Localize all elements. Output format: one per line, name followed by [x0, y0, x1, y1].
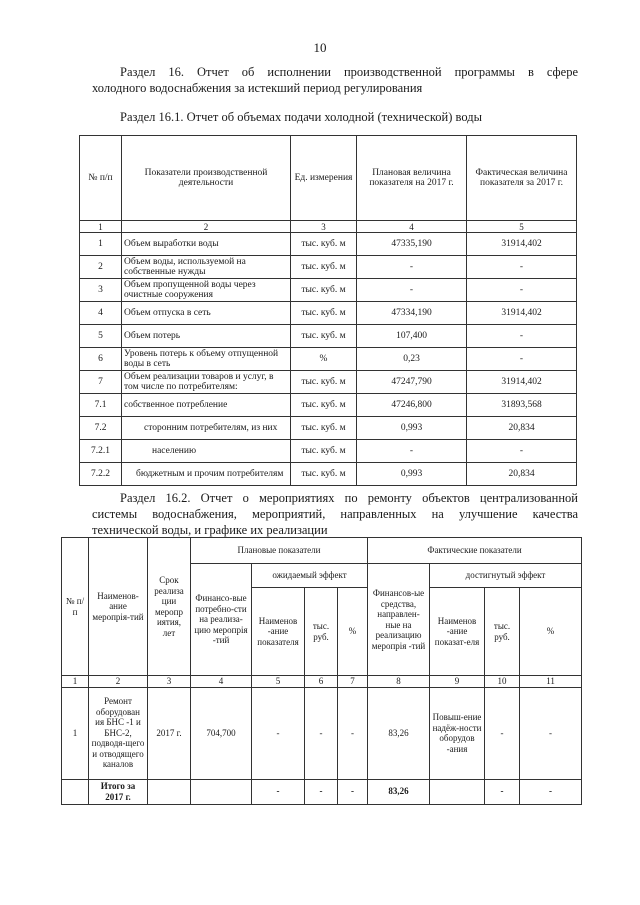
row-unit: тыс. куб. м [291, 440, 357, 463]
section-16-line-1: Раздел 16. Отчет об исполнении производственной программы в сфере [120, 65, 578, 79]
row-no: 7.2.1 [80, 440, 122, 463]
row-fact-finance: 83,26 [368, 687, 430, 779]
water-supply-volumes-table [79, 135, 577, 486]
column-number-row [80, 221, 577, 233]
row-fact: - [467, 440, 577, 463]
header-fact-effect-name: Наименов -ание показат-еля [430, 588, 485, 676]
section-16-2-line-2: системы водоснабжения, мероприятий, направленных на улучшение качества [92, 507, 578, 521]
total-term [148, 779, 191, 804]
header-unit: Ед. измерения [291, 136, 357, 221]
total-plan-finance [191, 779, 252, 804]
row-no: 5 [80, 325, 122, 348]
row-unit: тыс. куб. м [291, 417, 357, 440]
section-16-line-2: холодного водоснабжения за истекший период регулирования [92, 81, 423, 95]
row-no: 1 [80, 233, 122, 256]
row-plan: 47247,790 [357, 371, 467, 394]
row-no: 1 [62, 687, 89, 779]
column-number: 1 [62, 676, 89, 688]
row-fact-effect-pct: - [520, 687, 582, 779]
row-unit: тыс. куб. м [291, 233, 357, 256]
section-16-2-line-1: Раздел 16.2. Отчет о мероприятиях по ремонту объектов централизованной [120, 491, 578, 505]
header-term: Срок реализа ции меропр иятия, лет [148, 538, 191, 676]
row-fact: - [467, 325, 577, 348]
row-plan: - [357, 256, 467, 279]
header-plan-finance: Финансо-вые потребно-сти на реализа-цию меропрія -тий [191, 564, 252, 676]
table-row [80, 394, 577, 417]
row-fact: 20,834 [467, 417, 577, 440]
table-row [80, 302, 577, 325]
row-plan: 0,993 [357, 463, 467, 486]
repair-measures-table [61, 537, 582, 805]
section-16-2-heading [92, 490, 578, 538]
header-plan-group: Плановые показатели [191, 538, 368, 564]
page-number: 10 [313, 40, 327, 55]
row-fact-effect-name: Повыш-ение надёж-ности оборудов -ания [430, 687, 485, 779]
row-indicator: населению [122, 440, 291, 463]
row-fact: - [467, 279, 577, 302]
header-indicator: Показатели производственной деятельности [122, 136, 291, 221]
row-no: 7.1 [80, 394, 122, 417]
column-number: 5 [467, 221, 577, 233]
row-fact-effect-rub: - [485, 687, 520, 779]
row-plan-effect-name: - [252, 687, 305, 779]
header-plan-effect-name: Наименов -ание показателя [252, 588, 305, 676]
row-unit: тыс. куб. м [291, 279, 357, 302]
table-row [62, 687, 582, 779]
row-indicator: Объем пропущенной воды через очистные сооружения [122, 279, 291, 302]
column-number: 11 [520, 676, 582, 688]
row-unit: тыс. куб. м [291, 394, 357, 417]
table-row [80, 348, 577, 371]
header-fact: Фактическая величина показателя за 2017 г. [467, 136, 577, 221]
header-no: № п/ п [62, 538, 89, 676]
row-no: 4 [80, 302, 122, 325]
column-number: 3 [291, 221, 357, 233]
table-row [80, 371, 577, 394]
row-no: 7 [80, 371, 122, 394]
table-header-row [62, 538, 582, 564]
column-number: 4 [191, 676, 252, 688]
row-name: Ремонт оборудован ия БНС -1 и БНС-2, подводя-щего и отводящего каналов [89, 687, 148, 779]
column-number: 8 [368, 676, 430, 688]
table-row [80, 440, 577, 463]
header-fact-effect-pct: % [520, 588, 582, 676]
row-plan: 107,400 [357, 325, 467, 348]
column-number: 1 [80, 221, 122, 233]
row-no: 2 [80, 256, 122, 279]
row-fact: - [467, 256, 577, 279]
header-no: № п/п [80, 136, 122, 221]
row-fact: 31893,568 [467, 394, 577, 417]
row-unit: тыс. куб. м [291, 325, 357, 348]
table-row [80, 417, 577, 440]
row-indicator: сторонним потребителям, из них [122, 417, 291, 440]
row-fact: - [467, 348, 577, 371]
row-indicator: Объем реализации товаров и услуг, в том числе по потребителям: [122, 371, 291, 394]
total-plan-effect-rub: - [305, 779, 338, 804]
section-16-heading [92, 64, 578, 96]
header-plan: Плановая величина показателя на 2017 г. [357, 136, 467, 221]
table-row [80, 463, 577, 486]
table-row [80, 279, 577, 302]
table-row [80, 256, 577, 279]
column-number: 2 [122, 221, 291, 233]
header-fact-finance: Финансов-ые средства, направлен-ные на реализацию меропрія -тий [368, 564, 430, 676]
table-header-row [80, 136, 577, 221]
column-number: 9 [430, 676, 485, 688]
row-term: 2017 г. [148, 687, 191, 779]
row-indicator: Уровень потерь к объему отпущенной воды в сеть [122, 348, 291, 371]
header-name: Наименов-ание меропрія-тий [89, 538, 148, 676]
row-no: 6 [80, 348, 122, 371]
total-fact-effect-name [430, 779, 485, 804]
total-no [62, 779, 89, 804]
row-plan: 0,23 [357, 348, 467, 371]
row-unit: тыс. куб. м [291, 302, 357, 325]
row-fact: 31914,402 [467, 371, 577, 394]
total-fact-effect-pct: - [520, 779, 582, 804]
header-plan-effect-rub: тыс. руб. [305, 588, 338, 676]
row-unit: % [291, 348, 357, 371]
row-indicator: Объем выработки воды [122, 233, 291, 256]
row-plan: 0,993 [357, 417, 467, 440]
header-fact-group: Фактические показатели [368, 538, 582, 564]
table-row [80, 233, 577, 256]
row-plan-finance: 704,700 [191, 687, 252, 779]
column-number: 4 [357, 221, 467, 233]
total-plan-effect-name: - [252, 779, 305, 804]
header-fact-effect: достигнутый эффект [430, 564, 582, 588]
column-number: 5 [252, 676, 305, 688]
row-plan: - [357, 440, 467, 463]
column-number: 6 [305, 676, 338, 688]
row-indicator: Объем воды, используемой на собственные нужды [122, 256, 291, 279]
row-fact: 31914,402 [467, 233, 577, 256]
row-plan: 47335,190 [357, 233, 467, 256]
row-fact: 31914,402 [467, 302, 577, 325]
header-plan-effect: ожидаемый эффект [252, 564, 368, 588]
total-row [62, 779, 582, 804]
row-indicator: Объем отпуска в сеть [122, 302, 291, 325]
row-no: 3 [80, 279, 122, 302]
row-plan: 47334,190 [357, 302, 467, 325]
row-unit: тыс. куб. м [291, 463, 357, 486]
total-fact-effect-rub: - [485, 779, 520, 804]
row-indicator: Объем потерь [122, 325, 291, 348]
row-plan: 47246,800 [357, 394, 467, 417]
row-plan-effect-pct: - [338, 687, 368, 779]
row-no: 7.2 [80, 417, 122, 440]
section-16-2-line-3: технической воды, и графике их реализации [92, 523, 328, 537]
row-fact: 20,834 [467, 463, 577, 486]
row-no: 7.2.2 [80, 463, 122, 486]
total-plan-effect-pct: - [338, 779, 368, 804]
total-label: Итого за 2017 г. [89, 779, 148, 804]
row-unit: тыс. куб. м [291, 371, 357, 394]
column-number: 7 [338, 676, 368, 688]
section-16-1-heading: Раздел 16.1. Отчет об объемах подачи холодной (технической) воды [120, 110, 482, 124]
column-number: 3 [148, 676, 191, 688]
row-plan-effect-rub: - [305, 687, 338, 779]
total-fact-finance: 83,26 [368, 779, 430, 804]
table-row [80, 325, 577, 348]
row-indicator: бюджетным и прочим потребителям [122, 463, 291, 486]
row-indicator: собственное потребление [122, 394, 291, 417]
column-number: 2 [89, 676, 148, 688]
header-fact-effect-rub: тыс. руб. [485, 588, 520, 676]
column-number-row [62, 676, 582, 688]
column-number: 10 [485, 676, 520, 688]
row-unit: тыс. куб. м [291, 256, 357, 279]
header-plan-effect-pct: % [338, 588, 368, 676]
row-plan: - [357, 279, 467, 302]
